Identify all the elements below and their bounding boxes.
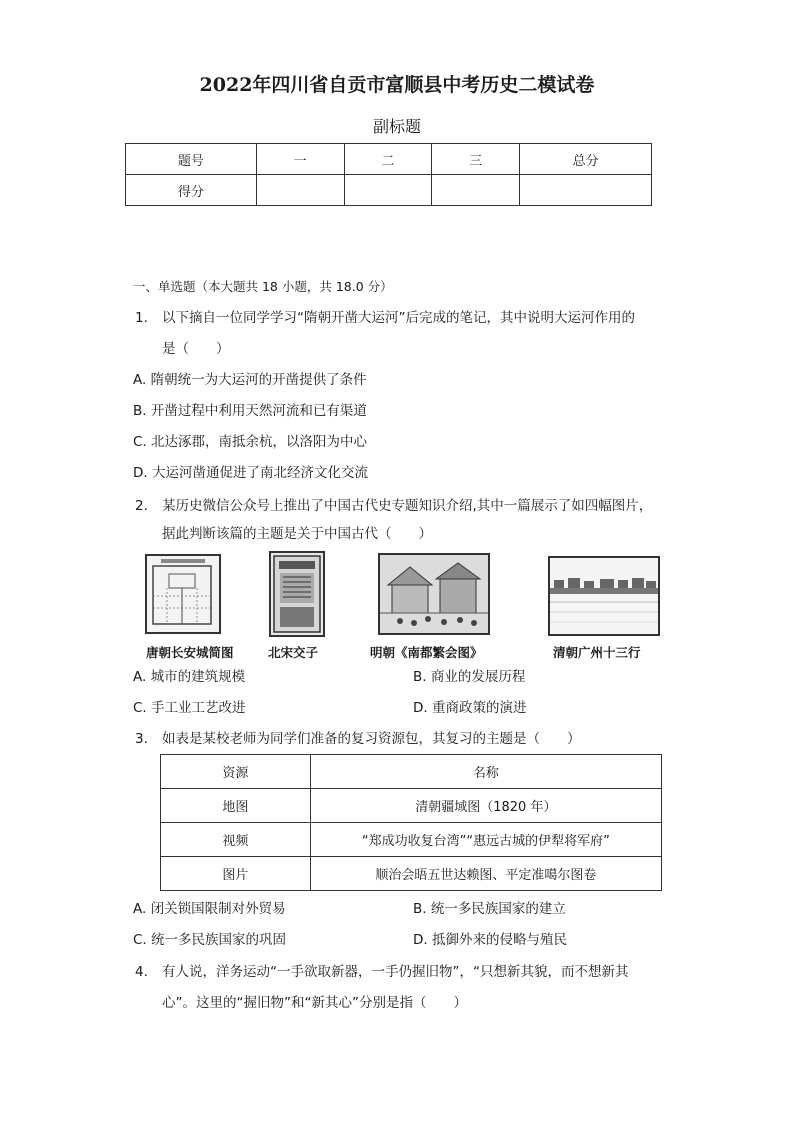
question-2-option-b[interactable]: B. 商业的发展历程 [413, 669, 526, 685]
question-2-option-c[interactable]: C. 手工业工艺改进 [133, 700, 246, 716]
table-cell: 视频 [161, 823, 311, 857]
guangzhou-thirteen-hongs-image [548, 556, 660, 636]
score-cell[interactable] [432, 175, 520, 206]
table-cell: 图片 [161, 857, 311, 891]
question-number: 2. [135, 498, 148, 514]
score-header-cell: 题号 [126, 144, 257, 175]
score-header-cell: 总分 [520, 144, 652, 175]
image-caption: 清朝广州十三行 [553, 645, 641, 660]
score-cell[interactable] [520, 175, 652, 206]
question-1-option-b[interactable]: B. 开凿过程中利用天然河流和已有渠道 [133, 403, 367, 419]
question-text: 如表是某校老师为同学们准备的复习资源包，其复习的主题是（ ） [162, 731, 581, 747]
table-header-row [161, 755, 662, 789]
table-cell: 顺治会晤五世达赖图、平定准噶尔图卷 [310, 857, 661, 891]
score-header-cell: 二 [344, 144, 432, 175]
question-3-option-c[interactable]: C. 统一多民族国家的巩固 [133, 932, 287, 948]
question-text: 有人说，洋务运动“一手欲取新器，一手仍握旧物”，“只想新其貌，而不想新其 [162, 964, 629, 980]
score-cell[interactable] [256, 175, 344, 206]
question-1-line2: 是（ ） [162, 341, 230, 357]
question-number: 4. [135, 964, 148, 980]
table-cell: 清朝疆域图（1820 年） [310, 789, 661, 823]
table-cell: 地图 [161, 789, 311, 823]
image-caption: 明朝《南都繁会图》 [370, 645, 483, 660]
jiaozi-note-image [269, 551, 325, 637]
review-resource-table [160, 754, 662, 891]
question-4-line2: 心”。这里的“握旧物”和“新其心”分别是指（ ） [162, 995, 467, 1011]
image-caption: 北宋交子 [268, 645, 319, 660]
question-3-option-a[interactable]: A. 闭关锁国限制对外贸易 [133, 901, 286, 917]
question-1-line1 [135, 308, 635, 328]
page-title: 2022年四川省自贡市富顺县中考历史二模试卷 [199, 74, 595, 96]
score-table [125, 143, 652, 206]
question-1-option-c[interactable]: C. 北达涿郡，南抵余杭，以洛阳为中心 [133, 434, 368, 450]
question-3-line1 [135, 729, 581, 749]
score-header-cell: 三 [432, 144, 520, 175]
question-2-line1 [135, 496, 652, 516]
page-subtitle: 副标题 [372, 117, 421, 136]
score-row-label: 得分 [126, 175, 257, 206]
question-3-option-b[interactable]: B. 统一多民族国家的建立 [413, 901, 566, 917]
question-2-option-a[interactable]: A. 城市的建筑规模 [133, 669, 246, 685]
table-row [161, 857, 662, 891]
harbor-sketch-icon [550, 558, 658, 634]
painting-sketch-icon [380, 555, 488, 633]
table-header-cell: 名称 [310, 755, 661, 789]
changan-city-map-image [145, 554, 221, 634]
question-2-line2: 据此判断该篇的主题是关于中国古代（ ） [162, 526, 432, 542]
table-header-cell: 资源 [161, 755, 311, 789]
question-1-option-d[interactable]: D. 大运河凿通促进了南北经济文化交流 [133, 465, 368, 481]
table-cell: “郑成功收复台湾”“惠远古城的伊犁将军府” [310, 823, 661, 857]
score-header-cell: 一 [256, 144, 344, 175]
image-caption: 唐朝长安城简图 [146, 645, 234, 660]
section-heading: 一、单选题（本大题共 18 小题，共 18.0 分） [133, 279, 393, 294]
score-cell[interactable] [344, 175, 432, 206]
question-number: 1. [135, 310, 148, 326]
question-text: 某历史微信公众号上推出了中国古代史专题知识介绍,其中一篇展示了如四幅图片， [162, 498, 653, 514]
table-row [161, 823, 662, 857]
table-row [161, 789, 662, 823]
question-text: 以下摘自一位同学学习“隋朝开凿大运河”后完成的笔记，其中说明大运河作用的 [162, 310, 635, 326]
map-sketch-icon [147, 556, 219, 632]
question-number: 3. [135, 731, 148, 747]
question-2-option-d[interactable]: D. 重商政策的演进 [413, 700, 527, 716]
question-1-option-a[interactable]: A. 隋朝统一为大运河的开凿提供了条件 [133, 372, 367, 388]
question-3-option-d[interactable]: D. 抵御外来的侵略与殖民 [413, 932, 567, 948]
score-table-header-row [126, 144, 652, 175]
banknote-sketch-icon [271, 553, 323, 635]
nandu-painting-image [378, 553, 490, 635]
question-4-line1 [135, 962, 628, 982]
score-table-score-row [126, 175, 652, 206]
